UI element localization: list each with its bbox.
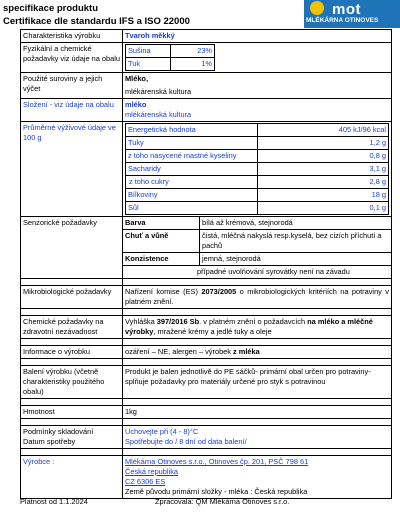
sensory-taste-key: Chuť a vůně (123, 230, 200, 253)
storage-label (21, 426, 123, 449)
nutrition-carbs-value: 3,1 g (257, 163, 389, 176)
row-product-info (21, 346, 392, 359)
health-text-3: , mražené krémy a jedlé tuky a oleje (153, 327, 272, 336)
document-title: specifikace produktu (3, 3, 99, 14)
dry-matter-value: 23% (170, 45, 215, 58)
micro-text-2: o mikrobiologických kritériích na potraviny v platném znění. (125, 287, 389, 306)
nutrition-label: Průměrné výživové údaje ve 100 g (21, 122, 123, 217)
sensory-consistency-value: jemná, stejnorodá (200, 253, 392, 266)
origin-note: Země původu primární složky - mléka : Česká republika (125, 487, 308, 496)
fat-value: 1% (170, 58, 215, 71)
sensory-extra-note: případné uvolňování syrovátky není na závadu (197, 267, 350, 276)
health-text-bold: na mléko a mléčné výrobky (125, 317, 373, 336)
product-label: Charakteristika výrobku (21, 30, 123, 43)
allergen-milk: z mléka (233, 347, 260, 356)
nutrition-satfat-label: z toho nasycené mastné kyseliny (126, 150, 258, 163)
nutrition-satfat-value: 0,8 g (257, 150, 389, 163)
sensory-color-key: Barva (123, 217, 200, 230)
nutrition-protein-value: 18 g (257, 189, 389, 202)
logo-mark: mot (332, 1, 361, 18)
micro-value (123, 286, 392, 309)
row-weight (21, 406, 392, 419)
storage-temperature: Uchovejte při (4 - 8)°C (125, 427, 199, 436)
composition-line-2: mlékárenská kultura (125, 110, 192, 119)
micro-label: Mikrobiologické požadavky (21, 286, 123, 309)
producer-value (123, 456, 392, 499)
weight-label: Hmotnost (21, 406, 123, 419)
storage-value (123, 426, 392, 449)
composition-value (123, 99, 392, 122)
nutrition-salt-value: 0,1 g (257, 202, 389, 215)
sensory-taste-value: čistá, mléčná nakyslá resp.kyselá, bez cizích příchutí a pachů (200, 230, 392, 253)
weight-value: 1kg (123, 406, 392, 419)
ingredients-label: Použité suroviny a jejich výčet (21, 73, 123, 99)
row-product (21, 30, 392, 43)
packaging-value: Produkt je balen jednotlivě do PE sáčků- primární obal určen pro potraviny- splňuje požadavky pro materiály určené pro styk s potravinou (123, 366, 392, 399)
producer-approval-number: CZ 6306 ES (125, 477, 166, 486)
producer-label: Výrobce : (21, 456, 123, 499)
health-label: Chemické požadavky na zdravotní nezávadnost (21, 316, 123, 339)
health-decree: 397/2016 Sb (156, 317, 200, 326)
micro-text-1: Nařízení komise (ES) (125, 287, 202, 296)
nutrition-energy-value: 405 kJ/96 kcal (257, 124, 389, 137)
sensory-color-value: bílá až krémová, stejnorodá (200, 217, 392, 230)
nutrition-value (123, 122, 392, 217)
producer-country: Česká republika (125, 467, 178, 476)
nutrition-energy-label: Energetická hodnota (126, 124, 258, 137)
sun-icon (310, 1, 324, 15)
validity-date: Platnost od 1.1.2024 (20, 497, 88, 506)
storage-label-2: Datum spotřeby (23, 437, 76, 446)
physchem-value (123, 43, 392, 73)
sensory-label: Senzorické požadavky (21, 217, 123, 279)
product-info-label: Informace o výrobku (21, 346, 123, 359)
row-ingredients (21, 73, 392, 99)
nutrition-salt-label: Sůl (126, 202, 258, 215)
ingredients-line-2: mlékárenská kultura (125, 87, 192, 96)
specification-table (20, 29, 392, 499)
nutrition-carbs-label: Sacharidy (126, 163, 258, 176)
row-micro (21, 286, 392, 309)
product-info-text: ozáření – NE, alergen – výrobek (125, 347, 234, 356)
row-nutrition (21, 122, 392, 217)
row-packaging (21, 366, 392, 399)
logo-subtitle: MLÉKÁRNA OTINOVES (306, 17, 379, 24)
nutrition-sugars-label: z toho cukry (126, 176, 258, 189)
producer-address: Mlékárna Otinoves s.r.o., Otinoves čp. 201, PSČ 798 61 (125, 457, 309, 466)
storage-shelf-life: Spotřebujte do / 8 dní od data balení/ (125, 437, 247, 446)
dry-matter-label: Sušina (126, 45, 171, 58)
storage-label-1: Podmínky skladování (23, 427, 94, 436)
sensory-value (123, 217, 392, 279)
row-sensory (21, 217, 392, 279)
row-health (21, 316, 392, 339)
processed-by: Zpracovala: QM Mlékárna Otinoves s.r.o. (155, 497, 290, 506)
physchem-label-text: Fyzikální a chemické požadavky viz údaje na obalu (23, 44, 120, 63)
sensory-consistency-key: Konzistence (123, 253, 200, 266)
row-storage (21, 426, 392, 449)
ingredients-line-1: Mléko, (125, 74, 148, 83)
product-info-value (123, 346, 392, 359)
packaging-label: Balení výrobku (včetně charakteristiky použitého obalu) (21, 366, 123, 399)
health-text-1: Vyhláška (125, 317, 157, 326)
health-value (123, 316, 392, 339)
product-value: Tvaroh měkký (123, 30, 392, 43)
row-producer (21, 456, 392, 499)
row-composition (21, 99, 392, 122)
nutrition-fat-value: 1,2 g (257, 137, 389, 150)
nutrition-fat-label: Tuky (126, 137, 258, 150)
company-logo (304, 0, 400, 28)
ingredients-value (123, 73, 392, 99)
certification-title: Certifikace dle standardu IFS a ISO 22000 (3, 16, 190, 27)
physchem-label (21, 43, 123, 73)
row-physchem (21, 43, 392, 73)
micro-regulation: 2073/2005 (201, 287, 237, 296)
nutrition-protein-label: Bílkoviny (126, 189, 258, 202)
nutrition-sugars-value: 2,8 g (257, 176, 389, 189)
fat-label: Tuk (126, 58, 171, 71)
health-text-2: . v platném znění o požadavcích (199, 317, 308, 326)
composition-line-1: mléko (125, 100, 147, 109)
composition-label: Složení - viz údaje na obalu (21, 99, 123, 122)
